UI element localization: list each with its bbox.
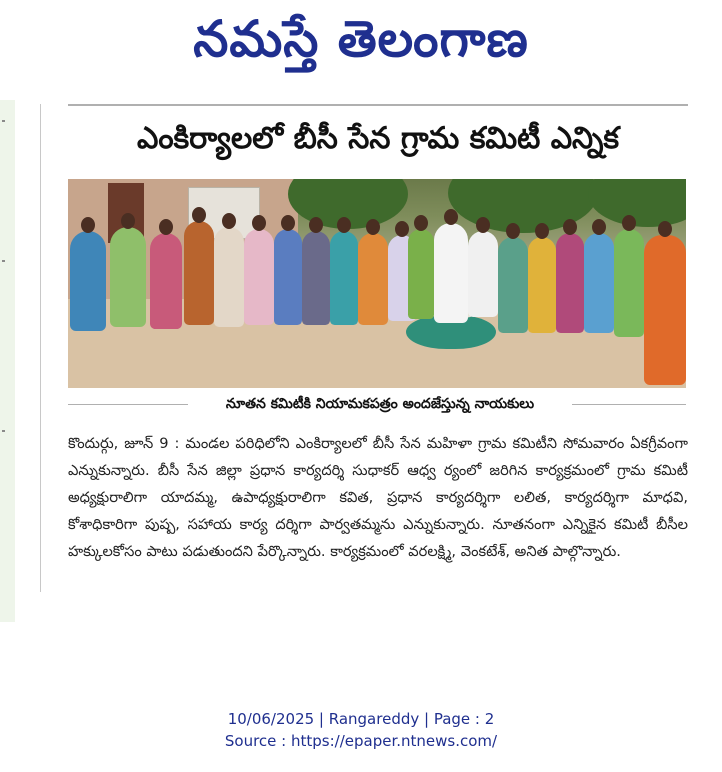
photo-person-head [592,219,606,235]
footer-date-edition: 10/06/2025 | Rangareddy | Page : 2 [227,710,495,728]
photo-person-head [159,219,173,235]
photo-person-head [563,219,577,235]
photo-person [274,229,302,325]
photo-person [184,221,214,325]
masthead-title: నమస్తే తెలంగాణ [193,10,529,68]
photo-person-head [414,215,428,231]
photo-person [110,227,146,327]
photo-person [528,237,556,333]
photo-person-head [622,215,636,231]
article-headline: ఎంకిర్యాలలో బీసీ సేన గ్రామ కమిటీ ఎన్నిక [136,121,619,156]
photo-person [468,231,498,317]
photo-person [302,231,330,325]
photo-caption: నూతన కమిటీకి నియామకపత్రం అందజేస్తున్న నాయకులు [225,396,535,412]
footer [0,708,722,752]
photo-person-head [395,221,409,237]
caption-rule-left [68,404,188,405]
strip-mark [2,260,5,262]
photo-person-head [658,221,672,237]
footer-source: Source : https://epaper.ntnews.com/ [224,732,498,750]
article-body: కొందుర్గు, జూన్ 9 : మండల పరిధిలోని ఎంకిర్యాలలో బీసీ సేన మహిళా గ్రామ కమిటీని సోమవారం ఏకగ్రీవంగా ఎన్నుకున్నారు. బీసీ సేన జిల్లా ప్రధాన కార్యదర్శి సుధాకర్ ఆధ్వ ర్యంలో జరిగిన కార్యక్రమంలో గ్రామ కమిటీ అధ్యక్షురాలిగా యాదమ్మ, ఉపాధ్యక్షురాలిగా కవిత, ప్రధాన కార్యదర్శిగా లలిత, కార్యదర్శిగా మాధవి, కోశాధికారిగా పుష్ప, సహాయ కార్య దర్శిగా పార్వతమ్మను ఎన్నుకున్నారు. నూతనంగా ఎన్నికైన కమిటీ బీసీల హక్కులకోసం పాటు పడుతుందని పేర్కొన్నారు. కార్యక్రమంలో వరలక్ష్మి, వెంకటేశ్, అనిత పాల్గొన్నారు. [68,435,688,560]
photo-person-head [222,213,236,229]
caption-rule-right [572,404,686,405]
adjacent-column-strip [0,100,15,622]
strip-mark [2,430,5,432]
strip-mark [2,120,5,122]
photo-person [408,229,434,319]
photo-person-head [366,219,380,235]
photo-person-head [444,209,458,225]
photo-person [644,235,686,385]
photo-person [358,233,388,325]
column-divider [40,104,41,592]
photo-person-head [535,223,549,239]
photo-person-head [81,217,95,233]
photo-person [556,233,584,333]
photo-person [150,233,182,329]
photo-person [330,231,358,325]
article-photo [68,179,686,388]
photo-person [70,231,106,331]
photo-person-head [281,215,295,231]
headline-top-rule [68,104,688,106]
photo-person [214,227,244,327]
photo-person-head [337,217,351,233]
photo-person-head [192,207,206,223]
photo-person [498,237,528,333]
photo-person-head [252,215,266,231]
photo-person-head [121,213,135,229]
photo-person-head [476,217,490,233]
photo-person [584,233,614,333]
photo-person-head [506,223,520,239]
photo-person [434,223,468,323]
photo-person-head [309,217,323,233]
photo-person [614,229,644,337]
photo-person [244,229,274,325]
